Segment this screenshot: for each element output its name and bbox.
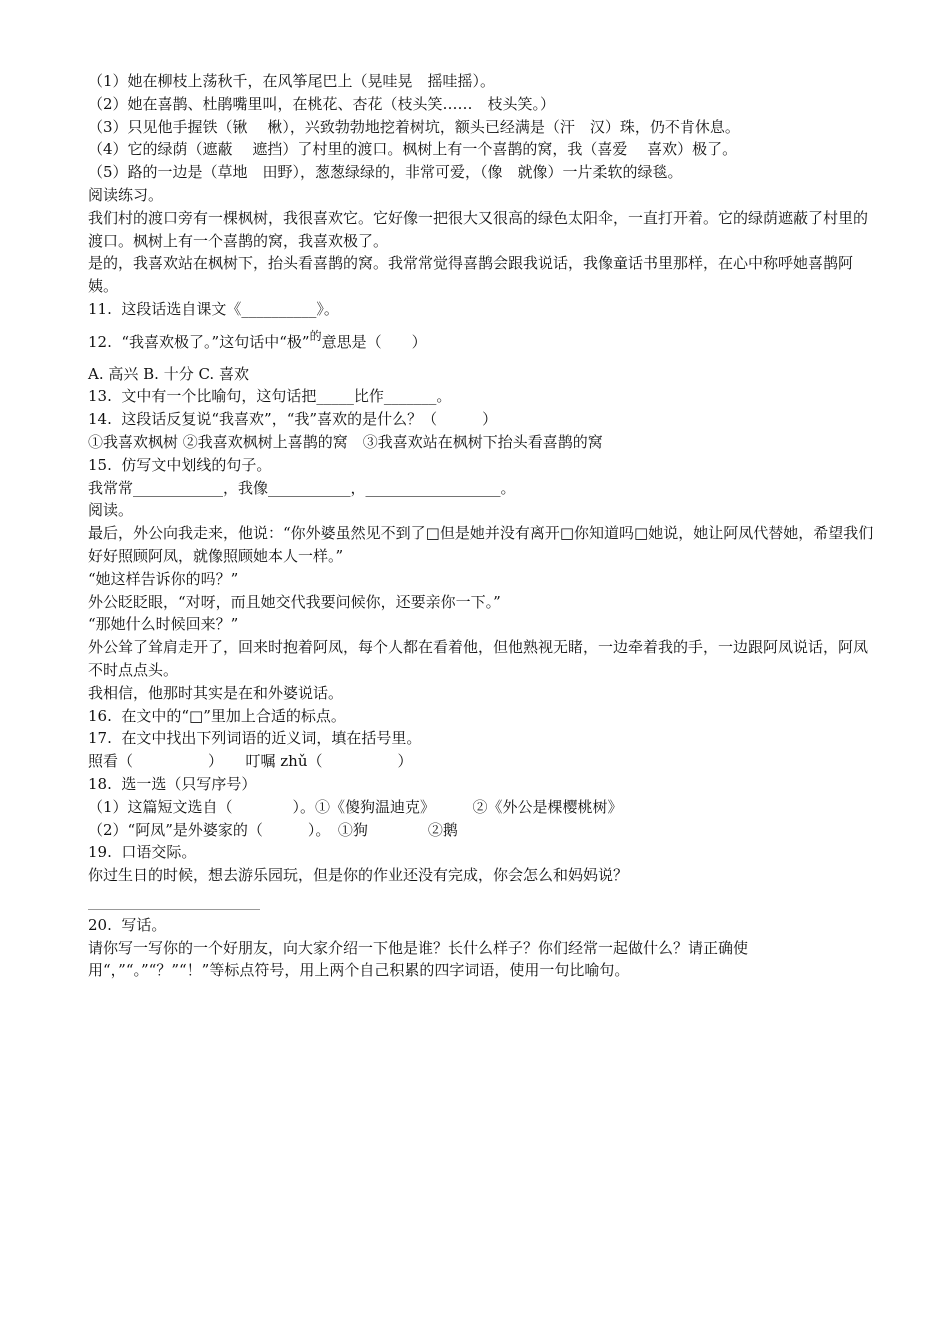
reading-paragraph: 外公眨眨眼，“对呀，而且她交代我要问候你，还要亲你一下。”: [88, 592, 501, 611]
question-18-part-1: （1）这篇短文选自（ ）。①《傻狗温迪克》 ②《外公是棵樱桃树》: [88, 797, 623, 816]
question-18-part-2: （2）“阿凤”是外婆家的（ ）。 ①狗 ②鹅: [88, 820, 458, 839]
question-20-text: 请你写一写你的一个好朋友，向大家介绍一下他是谁？长什么样子？你们经常一起做什么？请正确使用“，”“。”“？”“！”等标点符号，用上两个自己积累的四字词语，使用一句比喻句。: [88, 938, 749, 980]
exercise-line-2: （2）她在喜鹊、杜鹃嘴里叫，在桃花、杏花（枝头笑…… 枝头笑。）: [88, 94, 556, 113]
question-15-fill: 我常常____________，我像___________，__________________。: [88, 478, 516, 497]
question-17: 17. 在文中找出下列词语的近义词，填在括号里。: [88, 729, 422, 748]
question-12-superscript: 的: [309, 328, 322, 343]
question-19: 19. 口语交际。: [88, 843, 197, 862]
reading-paragraph: “她这样告诉你的吗？”: [88, 569, 239, 588]
exercise-line-3: （3）只见他手握铁（锹 楸），兴致勃勃地挖着树坑，额头已经满是（汗 汉）珠，仍不肯休息。: [88, 117, 740, 136]
worksheet-page: [88, 70, 878, 982]
question-12-text-end: 意思是（ ）: [321, 332, 427, 351]
answer-line: [88, 909, 260, 910]
question-17-fill: 照看（ ） 叮嘱 zhǔ（ ）: [88, 752, 413, 771]
reading-section-title: 阅读。: [88, 501, 134, 520]
reading-paragraph: 是的，我喜欢站在枫树下，抬头看喜鹊的窝。我常常觉得喜鹊会跟我说话，我像童话书里那样，在心中称呼她喜鹊阿姨。: [88, 254, 854, 296]
question-19-text: 你过生日的时候，想去游乐园玩，但是你的作业还没有完成，你会怎么和妈妈说？: [88, 866, 629, 885]
question-16: 16. 在文中的“□”里加上合适的标点。: [88, 706, 346, 725]
reading-paragraph: 我们村的渡口旁有一棵枫树，我很喜欢它。它好像一把很大又很高的绿色太阳伞，一直打开着。它的绿荫遮蔽了村里的渡口。枫树上有一个喜鹊的窝，我喜欢极了。: [88, 208, 869, 250]
question-12-text: 12. “我喜欢极了。”这句话中“极”: [88, 332, 310, 351]
question-14-options: ①我喜欢枫树 ②我喜欢枫树上喜鹊的窝 ③我喜欢站在枫树下抬头看喜鹊的窝: [88, 432, 603, 451]
question-20: 20. 写话。: [88, 915, 167, 934]
question-12: [88, 328, 878, 354]
question-18: 18. 选一选（只写序号）: [88, 774, 257, 793]
exercise-line-4: （4）它的绿荫（遮蔽 遮挡）了村里的渡口。枫树上有一个喜鹊的窝，我（喜爱 喜欢）极了。: [88, 140, 738, 159]
question-12-options: A. 高兴 B. 十分 C. 喜欢: [88, 364, 249, 383]
question-14: 14. 这段话反复说“我喜欢”，“我”喜欢的是什么？（ ）: [88, 410, 498, 429]
question-11: 11. 这段话选自课文《__________》。: [88, 299, 339, 318]
reading-section-title: 阅读练习。: [88, 185, 164, 204]
reading-paragraph: 外公耸了耸肩走开了，回来时抱着阿凤，每个人都在看着他，但他熟视无睹，一边牵着我的手，一边跟阿凤说话，阿凤不时点点头。: [88, 638, 869, 679]
reading-paragraph: “那她什么时候回来？”: [88, 615, 239, 634]
question-15: 15. 仿写文中划线的句子。: [88, 455, 272, 474]
question-13: 13. 文中有一个比喻句，这句话把_____比作_______。: [88, 387, 452, 406]
reading-paragraph: 我相信，他那时其实是在和外婆说话。: [88, 683, 344, 702]
reading-paragraph: 最后，外公向我走来，他说：“你外婆虽然见不到了□但是她并没有离开□你知道吗□她说，她让阿凤代替她，希望我们好好照顾阿凤，就像照顾她本人一样。”: [88, 524, 874, 565]
exercise-line-5: （5）路的一边是（草地 田野），葱葱绿绿的，非常可爱，（像 就像）一片柔软的绿毯。: [88, 163, 683, 182]
exercise-line-1: （1）她在柳枝上荡秋千，在风筝尾巴上（晃哇晃 摇哇摇）。: [88, 72, 496, 90]
